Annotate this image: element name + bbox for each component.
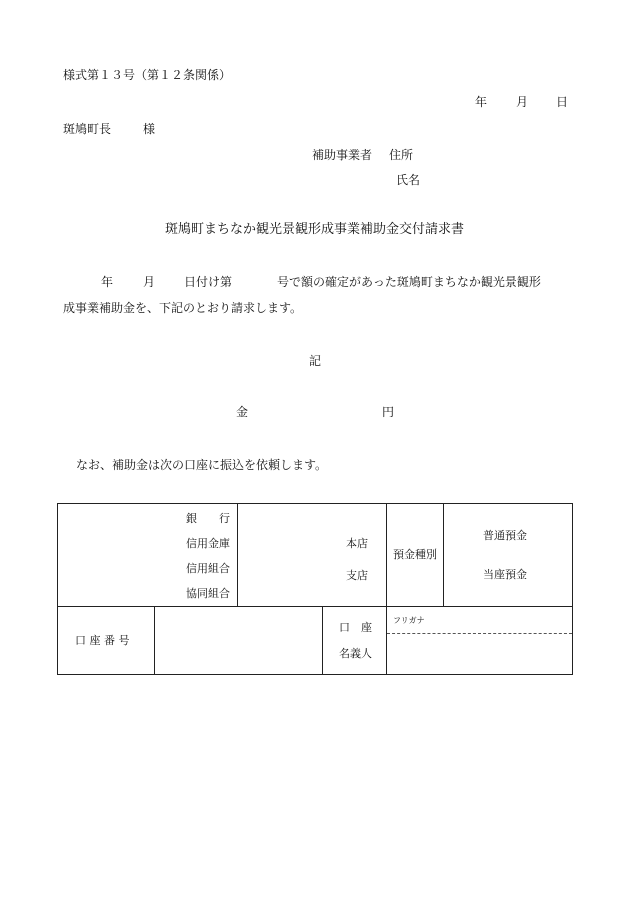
institution-type-bank: 銀 行 xyxy=(186,512,230,525)
date-day-label: 日 xyxy=(556,95,569,109)
table-divider-institution xyxy=(237,503,238,606)
transfer-note: なお、補助金は次の口座に振込を依頼します。 xyxy=(76,458,328,472)
table-row-divider xyxy=(57,606,573,607)
document-title: 斑鳩町まちなか観光景観形成事業補助金交付請求書 xyxy=(165,222,465,237)
table-divider-deposit xyxy=(443,503,444,606)
table-divider-account-label xyxy=(154,606,155,675)
body-line2: 成事業補助金を、下記のとおり請求します。 xyxy=(63,301,303,315)
table-divider-account-number xyxy=(322,606,323,675)
amount-label: 金 xyxy=(236,405,249,419)
branch-type-main: 本店 xyxy=(346,537,368,550)
body-line1-mid: 日付け第 xyxy=(184,275,233,289)
table-border-bottom xyxy=(57,674,573,675)
addressee-name: 斑鳩町長 xyxy=(63,122,112,136)
deposit-type-ordinary: 普通預金 xyxy=(483,529,527,542)
account-holder-label-1: 口 座 xyxy=(339,621,372,634)
body-month: 月 xyxy=(143,275,156,289)
body-line1-rest: 号で額の確定があった斑鳩町まちなか観光景観形 xyxy=(277,275,541,289)
applicant-role-label: 補助事業者 xyxy=(312,148,373,162)
account-number-label: 口 座 番 号 xyxy=(75,634,130,647)
applicant-address-label: 住所 xyxy=(389,148,414,162)
deposit-type-current: 当座預金 xyxy=(483,568,527,581)
addressee-honorific: 様 xyxy=(143,122,156,136)
applicant-name-label: 氏名 xyxy=(396,173,421,187)
table-border-top xyxy=(57,503,573,504)
table-divider-branch xyxy=(386,503,387,675)
amount-unit: 円 xyxy=(382,405,395,419)
institution-type-kyodo: 協同組合 xyxy=(186,587,230,600)
furigana-divider xyxy=(387,633,572,634)
institution-type-shinkin: 信用金庫 xyxy=(186,537,230,550)
branch-type-branch: 支店 xyxy=(346,569,368,582)
table-border-left xyxy=(57,503,58,675)
date-year-label: 年 xyxy=(475,95,488,109)
body-year: 年 xyxy=(101,275,114,289)
form-number: 様式第１３号（第１２条関係） xyxy=(63,68,232,82)
deposit-type-label: 預金種別 xyxy=(393,548,437,561)
furigana-label: フリガナ xyxy=(393,616,425,625)
institution-type-shinkumi: 信用組合 xyxy=(186,562,230,575)
ki-label: 記 xyxy=(309,354,322,368)
table-border-right xyxy=(572,503,573,675)
date-month-label: 月 xyxy=(516,95,529,109)
account-holder-label-2: 名義人 xyxy=(339,647,372,660)
